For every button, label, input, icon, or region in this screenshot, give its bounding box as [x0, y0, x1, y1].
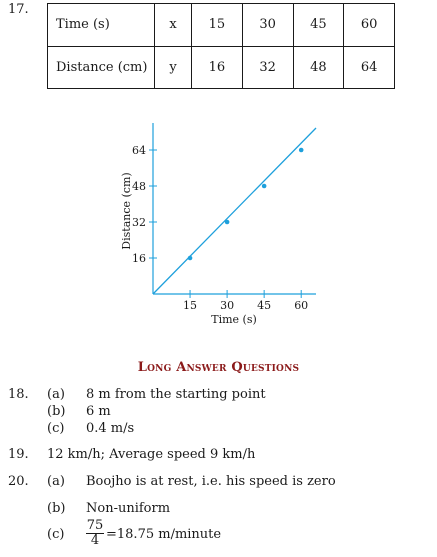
answer-18b-text: 6 m	[86, 404, 111, 419]
x-tick-label: 15	[183, 299, 198, 312]
row-label-time: Time (s)	[48, 4, 155, 47]
answer-20c-text: =18.75 m/minute	[106, 527, 222, 542]
fraction	[86, 519, 104, 548]
answer-20c-label: (c)	[47, 527, 65, 542]
answer-20a-label: (a)	[47, 474, 65, 489]
answer-20a-text: Boojho is at rest, i.e. his speed is zero	[86, 474, 336, 489]
y-tick-label: 32	[132, 216, 146, 229]
data-point	[225, 220, 230, 225]
table-cell: 30	[242, 4, 293, 47]
y-tick-label: 64	[132, 144, 146, 157]
answer-20b-text: Non-uniform	[86, 501, 171, 516]
table-cell: 16	[192, 46, 243, 89]
fraction-numerator: 75	[86, 518, 104, 533]
data-point	[188, 256, 193, 261]
answer-18b-label: (b)	[47, 404, 66, 419]
answer-19-text: 12 km/h; Average speed 9 km/h	[47, 447, 256, 462]
answer-18c-text: 0.4 m/s	[86, 421, 135, 436]
row-variable-x: x	[155, 4, 192, 47]
data-point	[262, 184, 267, 189]
table-cell: 64	[344, 46, 395, 89]
answer-20b-label: (b)	[47, 501, 66, 516]
row-label-distance: Distance (cm)	[48, 46, 155, 89]
fraction-denominator: 4	[90, 533, 100, 548]
x-axis-label: Time (s)	[211, 313, 257, 326]
data-point	[299, 148, 304, 153]
answer-20-number: 20.	[8, 474, 29, 489]
question-17-number: 17.	[8, 2, 29, 17]
y-tick-label: 16	[132, 252, 146, 265]
x-tick-label: 30	[220, 299, 235, 312]
table-cell: 48	[293, 46, 344, 89]
y-tick-label: 48	[132, 180, 146, 193]
answer-18a-label: (a)	[47, 387, 65, 402]
section-heading: Long Answer Questions	[137, 360, 300, 375]
answer-18-number: 18.	[8, 387, 29, 402]
answer-18a-text: 8 m from the starting point	[86, 387, 266, 402]
answer-19-number: 19.	[8, 447, 29, 462]
table-cell: 15	[192, 4, 243, 47]
table-cell: 60	[344, 4, 395, 47]
table-cell: 45	[293, 4, 344, 47]
x-tick-label: 45	[257, 299, 272, 312]
y-axis-label: Distance (cm)	[120, 172, 133, 250]
row-variable-y: y	[155, 46, 192, 89]
table-cell: 32	[242, 46, 293, 89]
series-line	[153, 128, 316, 294]
x-tick-label: 60	[294, 299, 309, 312]
answer-18c-label: (c)	[47, 421, 65, 436]
